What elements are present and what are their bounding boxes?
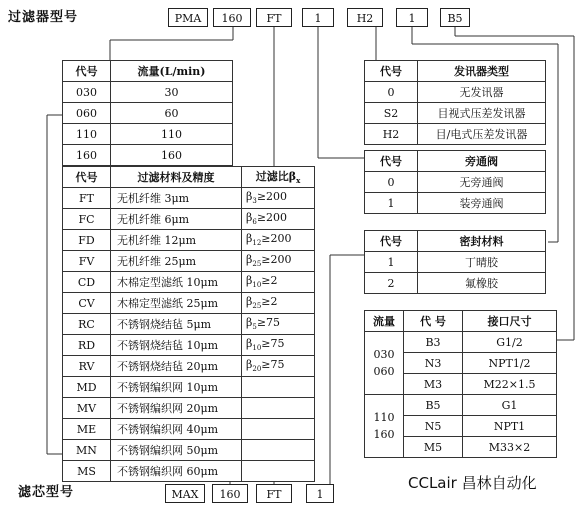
table-row	[63, 209, 315, 230]
cell: NPT1	[463, 416, 557, 437]
table-row	[365, 193, 546, 214]
cell: M33×2	[463, 437, 557, 458]
cell: N5	[404, 416, 463, 437]
flow-table	[62, 60, 233, 166]
flow-value: 030	[373, 348, 395, 361]
flow-group-cell	[365, 395, 404, 458]
cell: 氟橡胶	[418, 273, 546, 294]
ratio-symbol: β	[246, 253, 253, 267]
material-code: MV	[63, 398, 111, 419]
table-header: 代号	[365, 61, 418, 82]
table-row	[63, 293, 315, 314]
material-code: CD	[63, 272, 111, 293]
element-code-box: FT	[256, 484, 292, 503]
material-code: MS	[63, 461, 111, 482]
table-header: 过滤材料及精度	[111, 167, 242, 188]
ratio-subscript: 10	[252, 281, 262, 290]
cell: NPT1/2	[463, 353, 557, 374]
table-row	[365, 124, 546, 145]
table-row	[63, 314, 315, 335]
cell: 160	[63, 145, 111, 166]
table-row	[63, 398, 315, 419]
cell: 30	[111, 82, 233, 103]
ratio-value: ≥200	[261, 253, 292, 267]
ratio-value: ≥200	[256, 211, 288, 225]
ratio-value: ≥200	[256, 190, 288, 204]
cell: 160	[111, 145, 233, 166]
table-header: 旁通阀	[418, 151, 546, 172]
model-code-box: FT	[256, 8, 292, 27]
element-code-box: 1	[306, 484, 334, 503]
cell: M5	[404, 437, 463, 458]
ratio-symbol: β	[246, 190, 253, 204]
ratio-symbol: β	[246, 211, 253, 225]
filter-model-title: 过滤器型号	[8, 10, 79, 25]
cell: G1/2	[463, 332, 557, 353]
table-header: 代号	[63, 167, 111, 188]
table-row	[63, 335, 315, 356]
material-desc: 不锈钢编织网 10μm	[111, 377, 242, 398]
table-header: 接口尺寸	[463, 311, 557, 332]
cell: 0	[365, 82, 418, 103]
ratio-value: ≥2	[261, 295, 278, 309]
model-code-box: B5	[440, 8, 470, 27]
table-row	[365, 172, 546, 193]
filter-ratio	[242, 461, 315, 482]
flow-value: 060	[373, 365, 395, 378]
material-code: FT	[63, 188, 111, 209]
material-desc: 无机纤维 3μm	[111, 188, 242, 209]
table-row	[63, 356, 315, 377]
table-header: 流量(L/min)	[111, 61, 233, 82]
table-row	[365, 103, 546, 124]
table-header: 代号	[365, 151, 418, 172]
material-desc: 不锈钢编织网 20μm	[111, 398, 242, 419]
model-code-box: PMA	[168, 8, 208, 27]
element-code-box: MAX	[165, 484, 205, 503]
material-desc: 不锈钢烧结毡 5μm	[111, 314, 242, 335]
material-table	[62, 166, 315, 482]
material-desc: 木棉定型滤纸 25μm	[111, 293, 242, 314]
table-row	[63, 82, 233, 103]
cell: M22×1.5	[463, 374, 557, 395]
ratio-subscript: 20	[252, 365, 262, 374]
material-code: FD	[63, 230, 111, 251]
table-row	[365, 273, 546, 294]
table-row	[365, 395, 557, 416]
material-code: CV	[63, 293, 111, 314]
cell: 110	[111, 124, 233, 145]
filter-ratio	[242, 272, 315, 293]
ratio-header-sub: x	[296, 176, 301, 186]
filter-ratio	[242, 440, 315, 461]
material-desc: 不锈钢编织网 60μm	[111, 461, 242, 482]
element-model-title: 滤芯型号	[18, 485, 75, 500]
cell: 060	[63, 103, 111, 124]
material-code: RC	[63, 314, 111, 335]
table-row	[63, 419, 315, 440]
port-table	[364, 310, 557, 458]
brand-watermark: CCLair 昌林自动化	[408, 474, 537, 492]
filter-ratio	[242, 314, 315, 335]
cell: G1	[463, 395, 557, 416]
ratio-symbol: β	[246, 358, 253, 372]
cell: 目/电式压差发讯器	[418, 124, 546, 145]
table-header: 发讯器类型	[418, 61, 546, 82]
flow-value: 110	[373, 411, 395, 424]
flow-group-cell	[365, 332, 404, 395]
table-header: 密封材料	[418, 231, 546, 252]
table-header: 代号	[63, 61, 111, 82]
ratio-subscript: 25	[252, 260, 262, 269]
flow-value: 160	[373, 428, 395, 441]
ratio-symbol: β	[246, 274, 253, 288]
cell: N3	[404, 353, 463, 374]
material-code: MD	[63, 377, 111, 398]
table-header: 流量	[365, 311, 404, 332]
material-desc: 不锈钢烧结毡 20μm	[111, 356, 242, 377]
ratio-value: ≥200	[261, 232, 292, 246]
filter-ratio	[242, 251, 315, 272]
table-row	[63, 124, 233, 145]
cell: 030	[63, 82, 111, 103]
ratio-value: ≥75	[256, 316, 281, 330]
table-row	[63, 188, 315, 209]
material-code: MN	[63, 440, 111, 461]
filter-ratio	[242, 377, 315, 398]
filter-ratio	[242, 398, 315, 419]
element-code-box: 160	[212, 484, 248, 503]
ratio-value: ≥75	[261, 337, 285, 351]
filter-ratio	[242, 209, 315, 230]
table-row	[63, 103, 233, 124]
cell: H2	[365, 124, 418, 145]
model-code-box: 160	[213, 8, 251, 27]
table-row	[63, 272, 315, 293]
cell: M3	[404, 374, 463, 395]
cell: 无发讯器	[418, 82, 546, 103]
cell: B5	[404, 395, 463, 416]
filter-ratio	[242, 293, 315, 314]
ratio-value: ≥2	[261, 274, 278, 288]
cell: 1	[365, 252, 418, 273]
table-row	[63, 377, 315, 398]
material-desc: 木棉定型滤纸 10μm	[111, 272, 242, 293]
material-desc: 不锈钢编织网 50μm	[111, 440, 242, 461]
material-code: FC	[63, 209, 111, 230]
model-code-box: 1	[396, 8, 428, 27]
ratio-symbol: β	[246, 316, 253, 330]
cell: 1	[365, 193, 418, 214]
material-code: RV	[63, 356, 111, 377]
ratio-symbol: β	[246, 232, 253, 246]
material-desc: 不锈钢编织网 40μm	[111, 419, 242, 440]
ratio-subscript: 10	[252, 344, 262, 353]
table-header	[242, 167, 315, 188]
filter-ratio	[242, 230, 315, 251]
table-row	[365, 332, 557, 353]
table-row	[63, 145, 233, 166]
ratio-subscript: 25	[252, 302, 262, 311]
table-row	[365, 252, 546, 273]
material-code: FV	[63, 251, 111, 272]
filter-ratio	[242, 356, 315, 377]
table-header: 代 号	[404, 311, 463, 332]
ratio-value: ≥75	[261, 358, 285, 372]
ratio-subscript: 3	[252, 197, 257, 206]
cell: S2	[365, 103, 418, 124]
table-header: 代号	[365, 231, 418, 252]
model-code-box: 1	[302, 8, 334, 27]
ratio-symbol: β	[246, 337, 253, 351]
ratio-subscript: 6	[252, 218, 257, 227]
material-code: RD	[63, 335, 111, 356]
filter-ratio	[242, 335, 315, 356]
cell: 0	[365, 172, 418, 193]
signal-table	[364, 60, 546, 145]
ratio-subscript: 12	[252, 239, 262, 248]
cell: 60	[111, 103, 233, 124]
filter-ratio	[242, 419, 315, 440]
cell: 装旁通阀	[418, 193, 546, 214]
material-desc: 无机纤维 25μm	[111, 251, 242, 272]
table-row	[63, 230, 315, 251]
bypass-table	[364, 150, 546, 214]
table-row	[63, 251, 315, 272]
model-code-box: H2	[347, 8, 383, 27]
cell: 110	[63, 124, 111, 145]
ratio-symbol: β	[246, 295, 253, 309]
material-desc: 无机纤维 12μm	[111, 230, 242, 251]
filter-ratio	[242, 188, 315, 209]
cell: 丁晴胶	[418, 252, 546, 273]
table-row	[63, 461, 315, 482]
material-desc: 不锈钢烧结毡 10μm	[111, 335, 242, 356]
material-code: ME	[63, 419, 111, 440]
cell: 目视式压差发讯器	[418, 103, 546, 124]
table-row	[63, 440, 315, 461]
ratio-header-label: 过滤比β	[255, 170, 297, 184]
table-row	[365, 82, 546, 103]
cell: 无旁通阀	[418, 172, 546, 193]
ratio-subscript: 5	[252, 323, 257, 332]
material-desc: 无机纤维 6μm	[111, 209, 242, 230]
cell: B3	[404, 332, 463, 353]
cell: 2	[365, 273, 418, 294]
seal-table	[364, 230, 546, 294]
